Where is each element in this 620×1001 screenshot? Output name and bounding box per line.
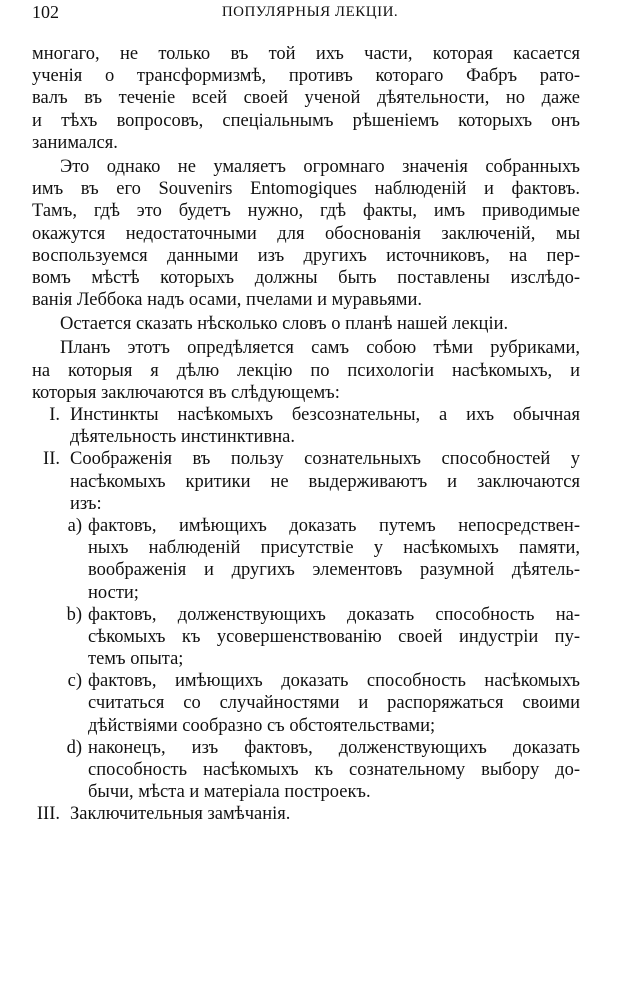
text-line: окажутся недостаточными для обоснованія заключеній, мы: [32, 223, 580, 244]
text-line: ученія о трансформизмѣ, противъ котораго Фабръ рато-: [32, 66, 580, 87]
outline-subitem: [32, 604, 580, 671]
text-line: бычи, мѣста и матеріала построекъ.: [88, 782, 371, 803]
outline-item: [32, 404, 580, 448]
text-line: имъ въ его Souvenirs Entomogiques наблюденій и фактовъ.: [32, 179, 580, 200]
outline-list: [32, 404, 580, 826]
subitem-marker: c): [67, 671, 82, 692]
outline-marker: II.: [43, 449, 60, 470]
page-body: [32, 43, 580, 826]
text-line: Инстинкты насѣкомыхъ безсознательны, а ихъ обычная: [70, 405, 580, 425]
text-line: Тамъ, гдѣ это будетъ нужно, гдѣ факты, имъ приводимые: [32, 201, 580, 222]
outline-item: [32, 448, 580, 515]
page-number: 102: [32, 2, 59, 22]
text-line: сѣкомыхъ къ усовершенствованію своей индустріи пу-: [88, 626, 580, 647]
text-line: Соображенія въ пользу сознательныхъ способностей у: [70, 449, 580, 470]
page-header: [32, 0, 588, 24]
outline-subitem: [32, 670, 580, 737]
subitem-marker: b): [66, 604, 82, 625]
subitem-marker: d): [66, 737, 82, 758]
outline-item: [32, 803, 580, 825]
text-line: наконецъ, изъ фактовъ, долженствующихъ доказать: [88, 737, 580, 758]
outline-subitem: [32, 737, 580, 804]
text-line: Планъ этотъ опредѣляется самъ собою тѣми рубриками,: [60, 338, 580, 359]
text-line: занимался.: [32, 132, 118, 153]
paragraph: [32, 337, 580, 404]
text-line: валъ въ теченіе всей своей ученой дѣятельности, но даже: [32, 88, 580, 109]
text-line: ванія Леббока надъ осами, пчелами и муравьями.: [32, 290, 423, 311]
paragraph: [32, 43, 580, 154]
text-line: многаго, не только въ той ихъ части, которая касается: [32, 44, 580, 64]
outline-marker: III.: [36, 804, 60, 825]
text-line: Заключительныя замѣчанія.: [70, 804, 291, 825]
text-line: дѣйствіями сообразно съ обстоятельствами;: [88, 715, 436, 736]
text-line: которыя заключаются въ слѣдующемъ:: [32, 382, 340, 403]
running-title: ПОПУЛЯРНЫЯ ЛЕКЦІИ.: [221, 4, 399, 20]
text-line: ности;: [88, 582, 139, 603]
text-line: Остается сказать нѣсколько словъ о планѣ нашей лекціи.: [60, 314, 509, 335]
text-line: насѣкомыхъ критики не выдерживаютъ и заключаются: [70, 471, 580, 492]
text-line: темъ опыта;: [88, 649, 184, 670]
text-line: дѣятельность инстинктивна.: [70, 427, 295, 448]
text-line: вомъ мѣстѣ которыхъ должны быть поставлены изслѣдо-: [32, 267, 580, 288]
text-line: воображенія и другихъ элементовъ разумной дѣятель-: [88, 560, 580, 581]
subitem-marker: a): [67, 515, 82, 536]
paragraph: [32, 156, 580, 311]
text-line: на которыя я дѣлю лекцію по психологіи насѣкомыхъ, и: [32, 360, 580, 381]
text-line: и тѣхъ вопросовъ, спеціальнымъ рѣшеніемъ которыхъ онъ: [32, 110, 580, 131]
text-line: Это однако не умаляетъ огромнаго значенія собранныхъ: [60, 156, 580, 177]
text-line: считаться со случайностями и распоряжаться своими: [88, 693, 580, 714]
text-line: ныхъ наблюденій присутствіе у насѣкомыхъ памяти,: [88, 538, 580, 559]
text-line: воспользуемся данными изъ другихъ источниковъ, на пер-: [32, 245, 580, 266]
outline-subitem: [32, 515, 580, 604]
text-line: фактовъ, имѣющихъ доказать способность насѣкомыхъ: [88, 671, 580, 692]
text-line: фактовъ, долженствующихъ доказать способность на-: [88, 604, 580, 625]
text-line: изъ:: [70, 493, 102, 514]
text-line: фактовъ, имѣющихъ доказать путемъ непосредствен-: [88, 515, 580, 536]
text-line: способность насѣкомыхъ къ сознательному выбору до-: [88, 760, 580, 780]
outline-marker: I.: [49, 405, 60, 425]
paragraph: [32, 313, 580, 335]
